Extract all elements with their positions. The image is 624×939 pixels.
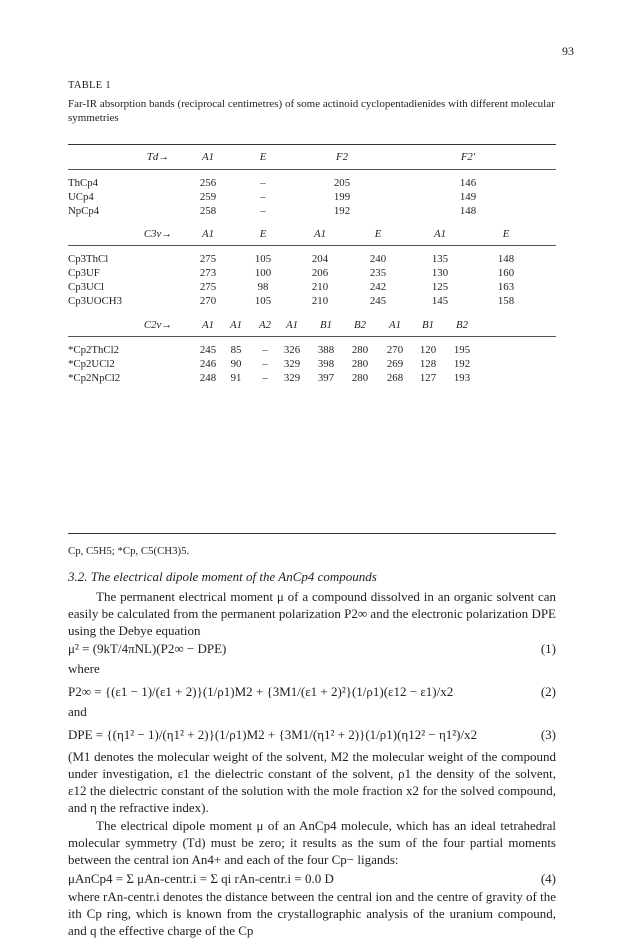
table-value-cell: 210	[311, 281, 329, 293]
table-value-cell: 242	[369, 281, 387, 293]
table-value-cell: 120	[419, 344, 437, 356]
table-value-cell: 280	[351, 372, 369, 384]
table-value-cell: –	[260, 177, 266, 189]
paragraph-dipole: The electrical dipole moment μ of an AnCp4 molecule, which has an ideal tetrahedral molecular symmetry (Td) must be zero; it results as the sum of the four partial moments between the central ion An4+ and each of the four Cp− ligands:	[68, 818, 556, 867]
table-compound-name: ThCp4	[68, 177, 98, 189]
where-word: where	[68, 661, 100, 676]
table-header-cell: F2′	[460, 151, 476, 163]
table-value-cell: 148	[459, 205, 477, 217]
table-top-rule	[68, 144, 556, 145]
table-value-cell: 268	[386, 372, 404, 384]
equation-2	[68, 683, 556, 700]
table-value-cell: 397	[317, 372, 335, 384]
table-compound-name: *Cp2UCl2	[68, 358, 115, 370]
equation-3	[68, 726, 556, 743]
table-compound-name: Cp3ThCl	[68, 253, 109, 265]
table-value-cell: 105	[254, 295, 272, 307]
table-caption: Far-IR absorption bands (reciprocal centimetres) of some actinoid cyclopentadienides with different molecular symmetries	[68, 98, 555, 124]
table-value-cell: 246	[199, 358, 217, 370]
table-value-cell: 160	[497, 267, 515, 279]
table-value-cell: 204	[311, 253, 329, 265]
table-value-cell: 326	[283, 344, 301, 356]
table-header-cell: B1	[422, 319, 434, 331]
table-value-cell: 270	[386, 344, 404, 356]
table-bottom-rule	[68, 533, 556, 534]
table-value-cell: 90	[230, 358, 242, 370]
table-label: TABLE 1	[68, 80, 111, 91]
table-compound-name: Cp3UCl	[68, 281, 104, 293]
table-header-cell: A1	[286, 319, 298, 331]
table-value-cell: 248	[199, 372, 217, 384]
table-value-cell: 270	[199, 295, 217, 307]
table-value-cell: 388	[317, 344, 335, 356]
table-value-cell: 163	[497, 281, 515, 293]
table-value-cell: 100	[254, 267, 272, 279]
table-value-cell: 85	[230, 344, 242, 356]
table-value-cell: –	[262, 344, 268, 356]
table-value-cell: 235	[369, 267, 387, 279]
table-value-cell: –	[262, 372, 268, 384]
table-value-cell: 280	[351, 358, 369, 370]
table-value-cell: 398	[317, 358, 335, 370]
table-compound-name: NpCp4	[68, 205, 100, 217]
table-value-cell: 146	[459, 177, 477, 189]
equation-4-text: μAnCp4 = Σ μAn-centr.i = Σ qi rAn-centr.i = 0.0 D	[68, 871, 334, 886]
table-header-cell: F2	[336, 151, 348, 163]
table-header-cell: A1	[389, 319, 401, 331]
paragraph-debye: The permanent electrical moment μ of a compound dissolved in an organic solvent can easily be calculated from the permanent polarization P2∞ and the electronic polarization DPE using the Debye equation	[68, 589, 556, 638]
table-value-cell: 205	[333, 177, 351, 189]
equation-4-number: (4)	[540, 871, 556, 886]
table-value-cell: 105	[254, 253, 272, 265]
table-header-cell: E	[374, 228, 382, 240]
table-header-cell: B1	[320, 319, 332, 331]
table-value-cell: 125	[431, 281, 449, 293]
table-value-cell: 329	[283, 372, 301, 384]
table-value-cell: 195	[453, 344, 471, 356]
table-header-cell: A1	[202, 228, 214, 240]
table-value-cell: 192	[453, 358, 471, 370]
table-value-cell: 145	[431, 295, 449, 307]
table-value-cell: 149	[459, 191, 477, 203]
table-value-cell: 258	[199, 205, 217, 217]
table-header-cell: E	[502, 228, 510, 240]
table-value-cell: 280	[351, 344, 369, 356]
table-value-cell: 98	[257, 281, 269, 293]
table-value-cell: 259	[199, 191, 217, 203]
paragraph-definitions: (M1 denotes the molecular weight of the solvent, M2 the molecular weight of the compound under investigation, ε1 the dielectric constant of the solvent, ρ1 the density of the solvent, ε12 the dielectric constant of the solution with the mole fraction x2 for the solved compound, and η the refractive index).	[68, 749, 556, 815]
table-value-cell: 148	[497, 253, 515, 265]
equation-3-number: (3)	[540, 727, 556, 742]
table-value-cell: 240	[369, 253, 387, 265]
table-compound-name: *Cp2NpCl2	[68, 372, 121, 384]
section-heading: 3.2. The electrical dipole moment of the AnCp4 compounds	[68, 569, 377, 584]
group1-header-rule	[68, 169, 556, 170]
table-value-cell: 329	[283, 358, 301, 370]
group3-header-rule	[68, 336, 556, 337]
table-compound-name: Cp3UF	[68, 267, 100, 279]
equation-1-text: μ² = (9kT/4πNL)(P2∞ − DPE)	[68, 641, 227, 656]
table-value-cell: 275	[199, 253, 217, 265]
equation-1-number: (1)	[540, 641, 556, 656]
table-value-cell: 193	[453, 372, 471, 384]
table-value-cell: 273	[199, 267, 217, 279]
paragraph-distance: where rAn-centr.i denotes the distance between the central ion and the centre of gravity of the ith Cp ring, which is known from the crystallographic analysis of the uranium compound, and q the effective charge of the Cp	[68, 889, 556, 938]
table-header-cell: B2	[354, 319, 366, 331]
table-value-cell: –	[260, 205, 266, 217]
table-value-cell: 245	[369, 295, 387, 307]
table-value-cell: 135	[431, 253, 449, 265]
and-word: and	[68, 704, 87, 719]
table-value-cell: –	[262, 358, 268, 370]
equation-1	[68, 640, 556, 657]
equation-2-number: (2)	[540, 684, 556, 699]
table-value-cell: 127	[419, 372, 437, 384]
table-value-cell: 199	[333, 191, 351, 203]
equation-4	[68, 870, 556, 887]
table-header-cell: A2	[259, 319, 271, 331]
table-compound-name: UCp4	[68, 191, 94, 203]
table-compound-name: *Cp2ThCl2	[68, 344, 119, 356]
table-value-cell: 269	[386, 358, 404, 370]
table-header-cell: A1	[230, 319, 242, 331]
table-header-cell: E	[259, 228, 267, 240]
table-header-cell: E	[259, 151, 267, 163]
table-value-cell: 158	[497, 295, 515, 307]
page-number: 93	[562, 44, 574, 58]
table-header-cell: B2	[456, 319, 468, 331]
table-value-cell: 256	[199, 177, 217, 189]
table-header-cell: C3v→	[143, 228, 173, 240]
table-compound-name: Cp3UOCH3	[68, 295, 122, 307]
table-header-cell: C2v→	[143, 319, 173, 331]
equation-2-text: P2∞ = {(ε1 − 1)/(ε1 + 2)}(1/ρ1)M2 + {3M1/(ε1 + 2)²}(1/ρ1)(ε12 − ε1)/x2	[68, 684, 454, 699]
equation-3-text: DPE = {(η1² − 1)/(η1² + 2)}(1/ρ1)M2 + {3M1/(η1² + 2)}(1/ρ1)(η12² − η1²)/x2	[68, 727, 478, 742]
table-value-cell: 275	[199, 281, 217, 293]
table-header-cell: A1	[202, 151, 214, 163]
table-value-cell: 210	[311, 295, 329, 307]
table-header-cell: A1	[314, 228, 326, 240]
table-header-cell: Td→	[146, 151, 170, 163]
table-header-cell: A1	[434, 228, 446, 240]
table-value-cell: 206	[311, 267, 329, 279]
table-value-cell: 91	[230, 372, 242, 384]
table-value-cell: 130	[431, 267, 449, 279]
table-value-cell: 245	[199, 344, 217, 356]
table-value-cell: –	[260, 191, 266, 203]
table-value-cell: 128	[419, 358, 437, 370]
table-header-cell: A1	[202, 319, 214, 331]
group2-header-rule	[68, 245, 556, 246]
table-value-cell: 192	[333, 205, 351, 217]
table-footnote: Cp, C5H5; *Cp, C5(CH3)5.	[68, 545, 190, 557]
